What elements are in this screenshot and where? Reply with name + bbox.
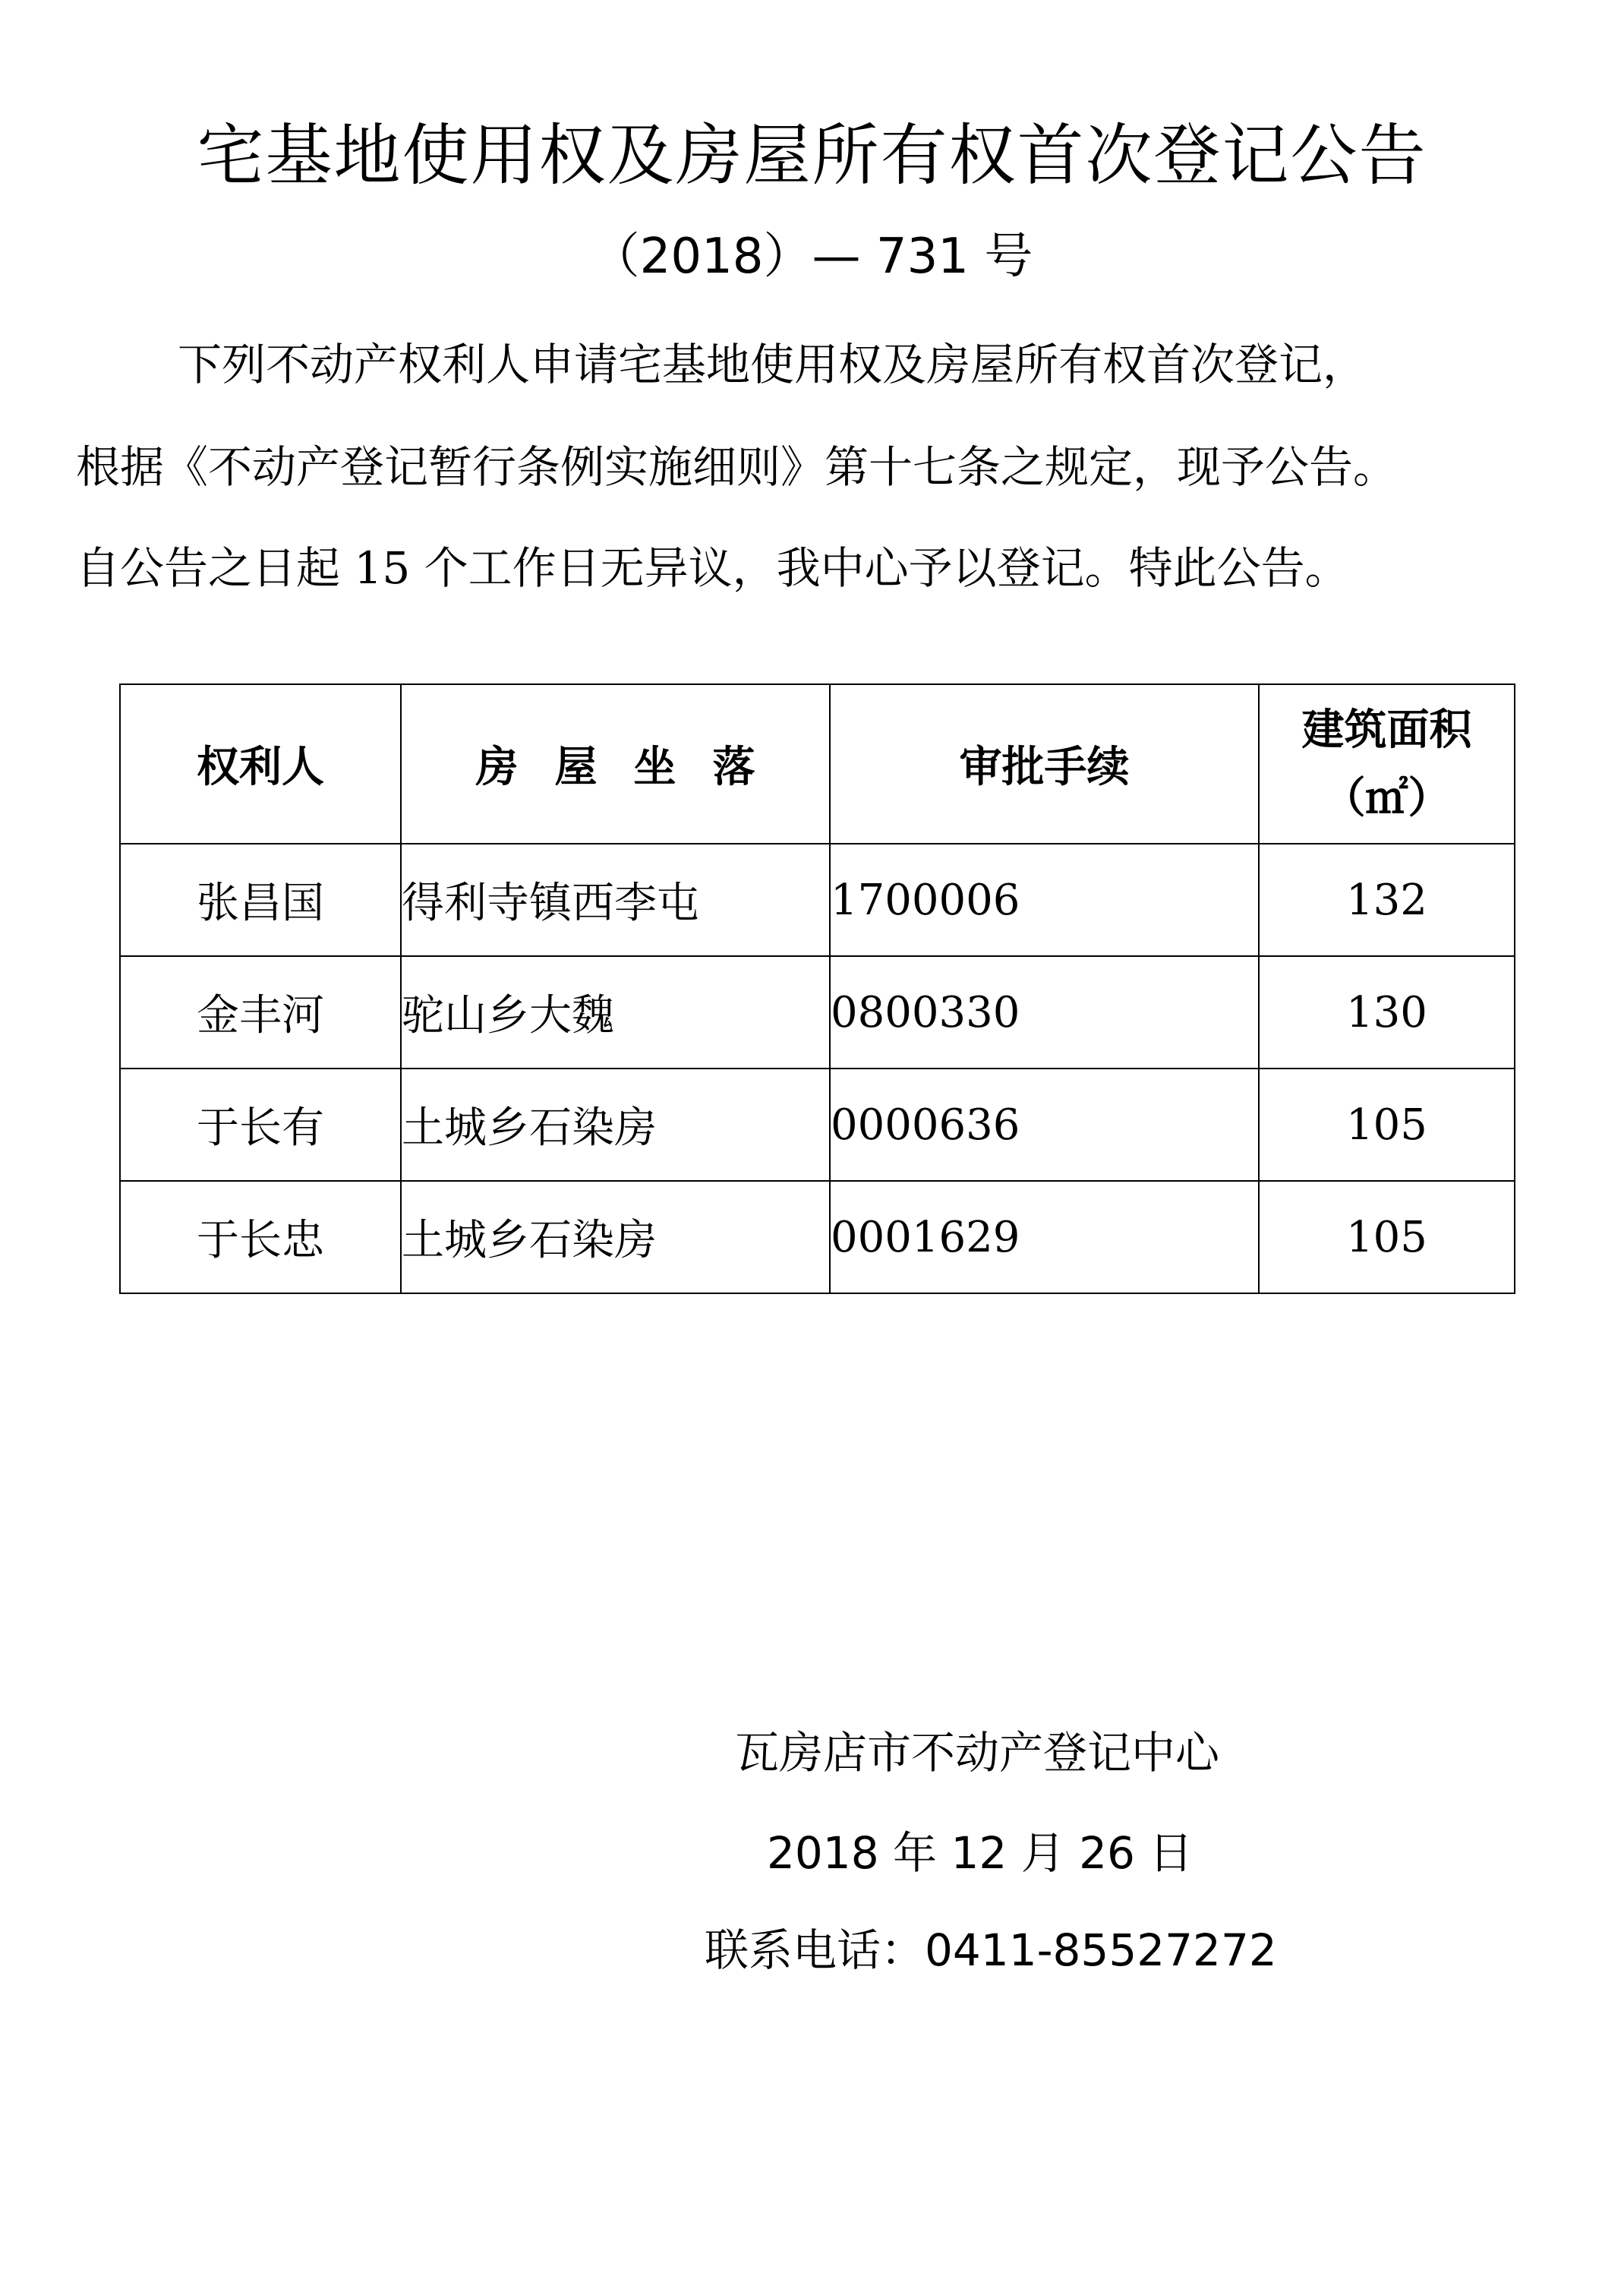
cell-location: 土城乡石染房 xyxy=(401,1069,830,1181)
cell-approval: 0001629 xyxy=(830,1181,1259,1293)
table-header-row xyxy=(120,684,1515,844)
paragraph-line-2: 根据《不动产登记暂行条例实施细则》第十七条之规定，现予公告。 xyxy=(76,441,1398,493)
table-row xyxy=(120,1181,1515,1293)
cell-area: 105 xyxy=(1259,1069,1515,1181)
cell-owner: 金丰河 xyxy=(120,956,401,1069)
cell-approval: 0000636 xyxy=(830,1069,1259,1181)
issue-date: 2018 年 12 月 26 日 xyxy=(767,1827,1194,1879)
header-area-label: 建筑面积 xyxy=(1301,705,1472,755)
header-area xyxy=(1259,684,1515,844)
cell-approval: 1700006 xyxy=(830,844,1259,956)
cell-location: 土城乡石染房 xyxy=(401,1181,830,1293)
header-location-label: 房屋坐落 xyxy=(475,742,792,792)
registration-table xyxy=(119,683,1515,1294)
cell-approval: 0800330 xyxy=(830,956,1259,1069)
paragraph-line-1: 下列不动产权利人申请宅基地使用权及房屋所有权首次登记， xyxy=(178,339,1367,390)
cell-location: 得利寺镇西李屯 xyxy=(401,844,830,956)
contact-phone: 联系电话：0411-85527272 xyxy=(705,1924,1277,1976)
table-row xyxy=(120,956,1515,1069)
table-row xyxy=(120,1069,1515,1181)
cell-area: 132 xyxy=(1259,844,1515,956)
header-approval: 审批手续 xyxy=(830,684,1259,844)
issuing-organization: 瓦房店市不动产登记中心 xyxy=(735,1727,1220,1779)
cell-location: 驼山乡大魏 xyxy=(401,956,830,1069)
header-area-unit: （㎡） xyxy=(1323,773,1451,823)
cell-owner: 于长有 xyxy=(120,1069,401,1181)
cell-owner: 张昌国 xyxy=(120,844,401,956)
header-owner: 权利人 xyxy=(120,684,401,844)
header-location xyxy=(401,684,830,844)
cell-owner: 于长忠 xyxy=(120,1181,401,1293)
document-title: 宅基地使用权及房屋所有权首次登记公告 xyxy=(197,116,1427,194)
table-row xyxy=(120,844,1515,956)
paragraph-line-3: 自公告之日起 15 个工作日无异议，我中心予以登记。特此公告。 xyxy=(76,542,1349,594)
cell-area: 105 xyxy=(1259,1181,1515,1293)
cell-area: 130 xyxy=(1259,956,1515,1069)
document-number: （2018）— 731 号 xyxy=(591,229,1033,285)
